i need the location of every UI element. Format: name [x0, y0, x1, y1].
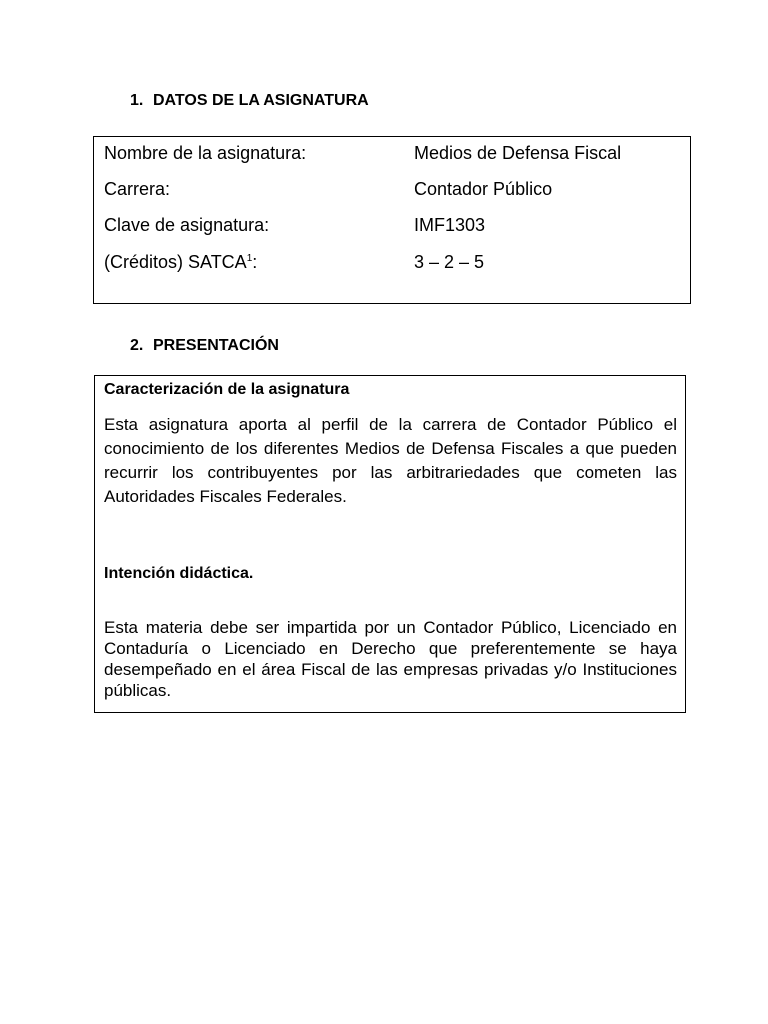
credits-label-colon: : — [252, 252, 258, 272]
intention-text: Esta materia debe ser impartida por un Contador Público, Licenciado en Contaduría o Licenciado en Derecho que preferentemente se haya desempeñado en el área Fiscal de las empresas privadas y/o Instituciones públicas. — [104, 618, 677, 700]
section-number: 1. — [130, 92, 144, 109]
subject-code-value: IMF1303 — [414, 215, 486, 235]
subject-code-label: Clave de asignatura: — [104, 215, 270, 235]
credits-label-text: (Créditos) SATCA — [104, 252, 247, 272]
characterization-heading: Caracterización de la asignatura — [104, 381, 350, 398]
section-title: PRESENTACIÓN — [153, 337, 279, 354]
presentation-box — [94, 375, 686, 713]
career-value: Contador Público — [414, 179, 553, 199]
section-heading-datos — [130, 92, 369, 110]
footnote-mark: 1 — [246, 253, 253, 264]
subject-data-table — [93, 136, 691, 304]
career-label: Carrera: — [104, 179, 171, 199]
section-title: DATOS DE LA ASIGNATURA — [153, 92, 369, 109]
section-number: 2. — [130, 337, 144, 354]
subject-name-value: Medios de Defensa Fiscal — [414, 143, 622, 163]
characterization-text: Esta asignatura aporta al perfil de la carrera de Contador Público el conocimiento de los diferentes Medios de Defensa Fiscales a que pueden recurrir los contribuyentes por las arbitrariedades que cometen las Autoridades Fiscales Federales. — [104, 415, 677, 506]
intention-heading: Intención didáctica. — [104, 565, 254, 582]
credits-value: 3 – 2 – 5 — [414, 252, 485, 272]
subject-name-label: Nombre de la asignatura: — [104, 143, 307, 163]
credits-label — [104, 251, 257, 273]
section-heading-presentacion — [130, 337, 279, 355]
